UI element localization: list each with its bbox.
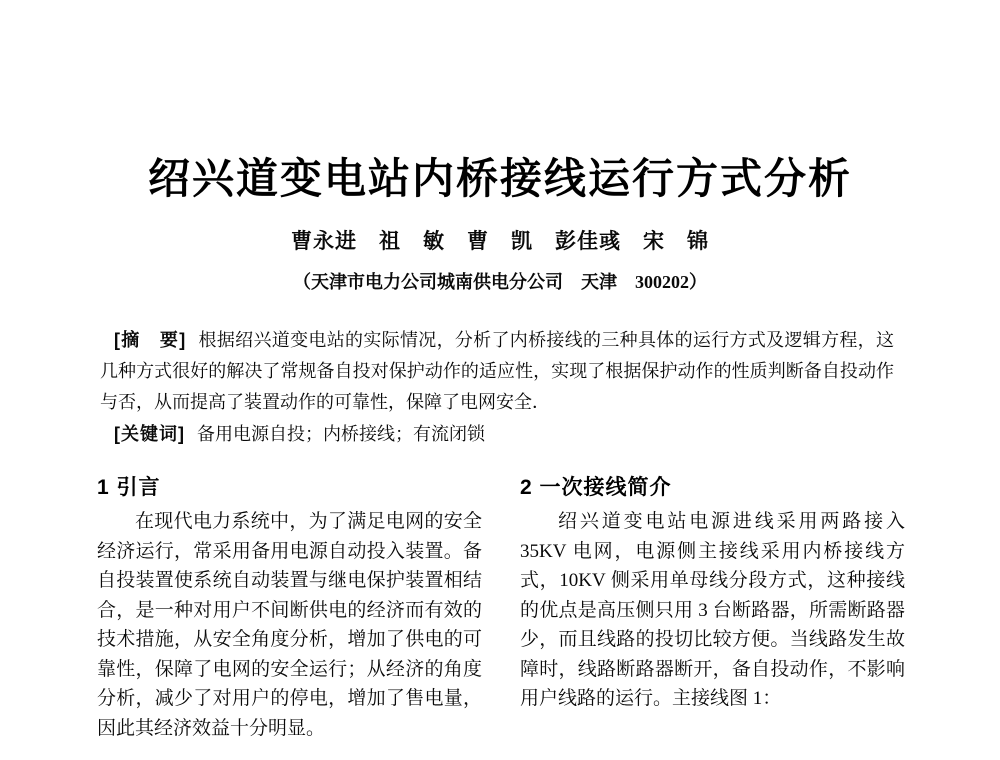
authors-line: 曹永进 祖 敏 曹 凯 彭佳彧 宋 锦	[291, 229, 709, 253]
abstract-label: [摘 要]	[114, 330, 187, 350]
section-1-heading: 1 引言	[97, 476, 161, 499]
affiliation-line: （天津市电力公司城南供电分公司 天津 300202）	[293, 272, 707, 292]
section-2-heading: 2 一次接线简介	[520, 476, 672, 499]
keywords-line	[100, 419, 894, 450]
section-1-body: 在现代电力系统中，为了满足电网的安全经济运行，常采用备用电源自动投入装置。备自投装置使系统自动装置与继电保护装置相结合，是一种对用户不间断供电的经济而有效的技术措施，从安全角度分析，增加了供电的可靠性，保障了电网的安全运行；从经济的角度分析，减少了对用户的停电，增加了售电量，因此其经济效益十分明显。	[97, 511, 482, 739]
two-column-body	[97, 476, 905, 743]
abstract-text: 根据绍兴道变电站的实际情况，分析了内桥接线的三种具体的运行方式及逻辑方程，这几种方式很好的解决了常规备自投对保护动作的适应性，实现了根据保护动作的性质判断备自投动作与否，从而提高了装置动作的可靠性，保障了电网安全．	[100, 330, 894, 412]
keywords-label: [关键词]	[114, 424, 185, 444]
keywords-text: 备用电源自投；内桥接线；有流闭锁	[197, 424, 485, 444]
section-primary-wiring	[520, 476, 905, 743]
paper-title: 绍兴道变电站内桥接线运行方式分析	[147, 155, 852, 202]
section-2-body: 绍兴道变电站电源进线采用两路接入 35KV 电网，电源侧主接线采用内桥接线方式，10KV 侧采用单母线分段方式，这种接线的优点是高压侧只用 3 台断路器，所需断路器少，而且线路的投切比较方便。当线路发生故障时，线路断路器断开，备自投动作，不影响用户线路的运行。主接线图 1：	[520, 511, 905, 709]
section-introduction	[97, 476, 482, 743]
abstract-paragraph	[100, 325, 894, 418]
